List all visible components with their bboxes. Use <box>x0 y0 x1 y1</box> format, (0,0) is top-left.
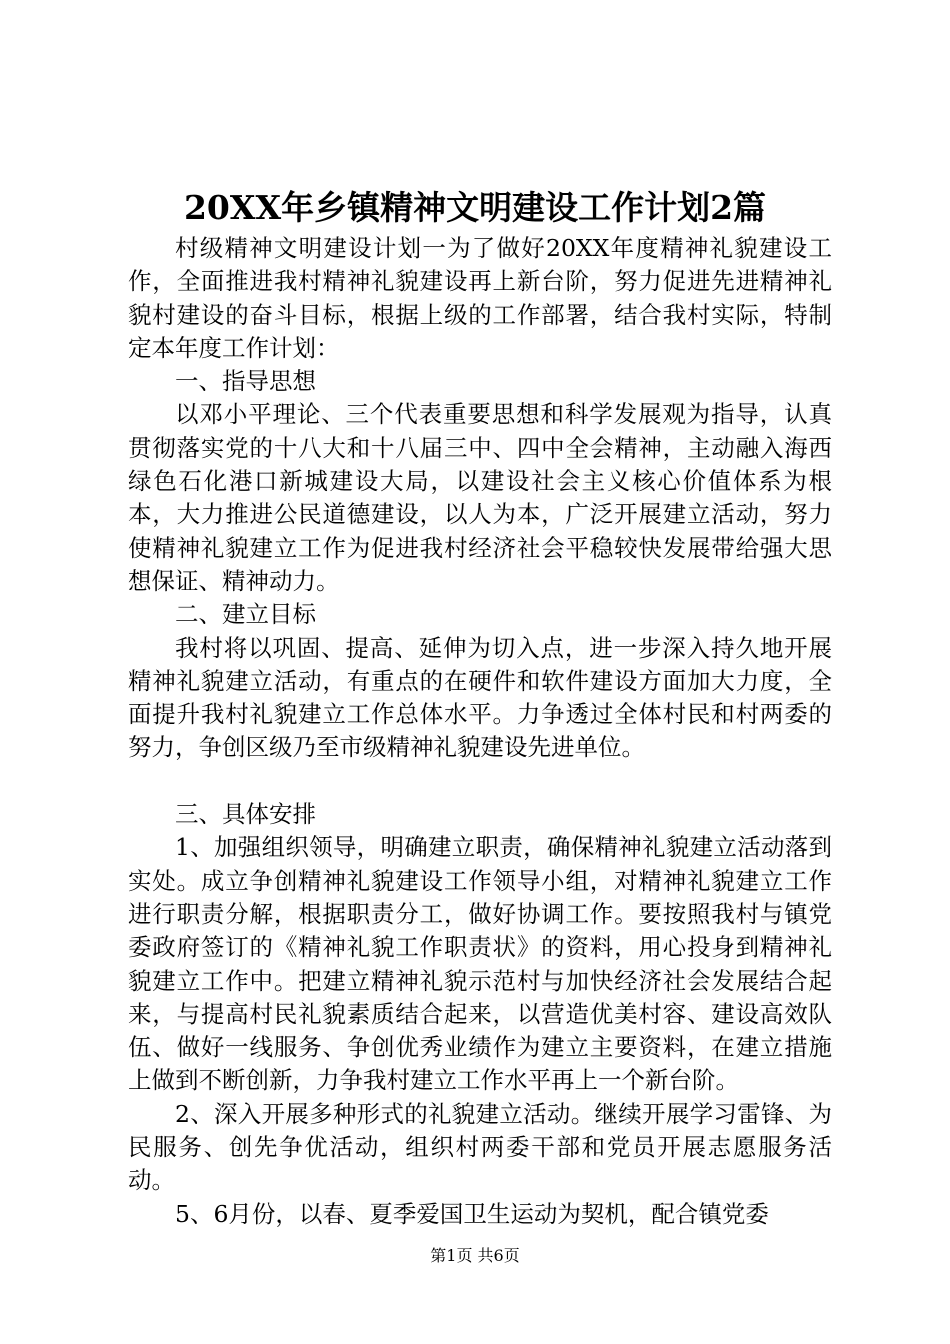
paragraph-intro: 村级精神文明建设计划一为了做好20XX年度精神礼貌建设工作，全面推进我村精神礼貌建设再上新台阶，努力促进先进精神礼貌村建设的奋斗目标，根据上级的工作部署，结合我村实际，特制定本年度工作计划： <box>128 234 832 362</box>
paragraph-goals: 我村将以巩固、提高、延伸为切入点，进一步深入持久地开展精神礼貌建立活动，有重点的在硬件和软件建设方面加大力度，全面提升我村礼貌建立工作总体水平。力争透过全体村民和村两委的努力，争创区级乃至市级精神礼貌建设先进单位。 <box>128 633 832 762</box>
document-body <box>128 232 832 1231</box>
paragraph-guiding-thought: 以邓小平理论、三个代表重要思想和科学发展观为指导，认真贯彻落实党的十八大和十八届三中、四中全会精神，主动融入海西绿色石化港口新城建设大局，以建设社会主义核心价值体系为根本，大力推进公民道德建设，以人为本，广泛开展建立活动，努力使精神礼貌建立工作为促进我村经济社会平稳较快发展带给强大思想保证、精神动力。 <box>128 400 832 595</box>
page-footer: 第1页 共6页 <box>430 1246 520 1265</box>
section-heading-arrangements: 三、具体安排 <box>175 800 316 829</box>
section-heading-guiding-thought: 一、指导思想 <box>175 367 316 396</box>
section-heading-goals: 二、建立目标 <box>175 600 316 629</box>
paragraph-arrangement-5: 5、6月份，以春、夏季爱国卫生运动为契机，配合镇党委 <box>175 1199 769 1228</box>
paragraph-arrangement-1: 1、加强组织领导，明确建立职责，确保精神礼貌建立活动落到实处。成立争创精神礼貌建设工作领导小组，对精神礼貌建立工作进行职责分解，根据职责分工，做好协调工作。要按照我村与镇党委政府签订的《精神礼貌工作职责状》的资料，用心投身到精神礼貌建立工作中。把建立精神礼貌示范村与加快经济社会发展结合起来，与提高村民礼貌素质结合起来，以营造优美村容、建设高效队伍、做好一线服务、争创优秀业绩作为建立主要资料，在建立措施上做到不断创新，力争我村建立工作水平再上一个新台阶。 <box>128 833 832 1095</box>
document-title: 20XX年乡镇精神文明建设工作计划2篇 <box>183 188 767 227</box>
paragraph-arrangement-2: 2、深入开展多种形式的礼貌建立活动。继续开展学习雷锋、为民服务、创先争优活动，组织村两委干部和党员开展志愿服务活动。 <box>128 1099 832 1195</box>
